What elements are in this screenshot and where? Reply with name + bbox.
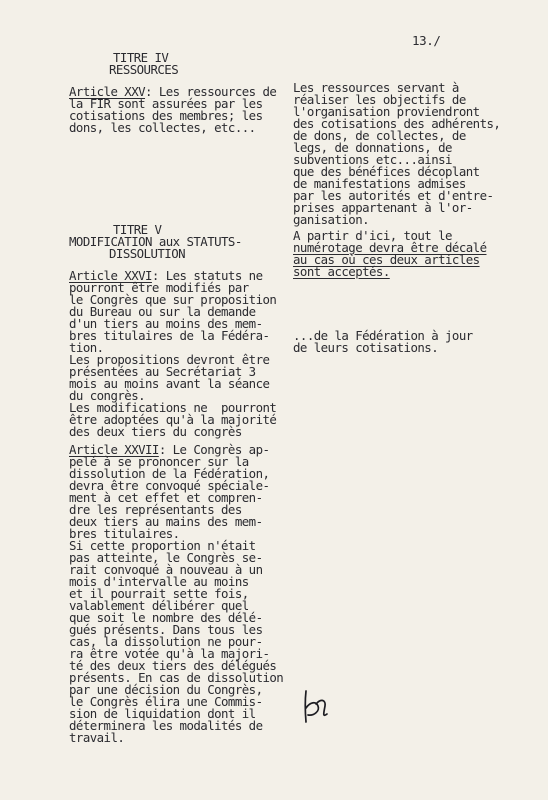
article-27-line: travail. — [69, 730, 125, 745]
article-27-line: devra être convoqué spéciale- — [69, 478, 270, 493]
titre-iv-subheading: RESSOURCES — [109, 62, 179, 77]
ressources-line: que des bénéfices décoplant — [293, 164, 480, 179]
article-27-line: présents. En cas de dissolution — [69, 670, 284, 685]
article-27-line: par une décision du Congrès, — [69, 682, 263, 697]
ressources-line: par les autorités et d'entre- — [293, 188, 494, 203]
article-26-line: présentées au Secrétariat 3 — [69, 364, 256, 379]
article-27-line: pas atteinte, le Congrès se- — [69, 550, 263, 565]
article-25-line: la FIR sont assurées par les — [69, 96, 263, 111]
renumbering-note-line: A partir d'ici, tout le — [293, 228, 452, 243]
article-27-line: mois d'intervalle au moins — [69, 574, 249, 589]
article-26-label: Article XXVI — [69, 268, 152, 283]
article-27-line: le Congrès élira une Commis- — [69, 694, 263, 709]
article-27-line: pelé à se prononcer sur la — [69, 454, 249, 469]
ressources-line: subventions etc...ainsi — [293, 152, 452, 167]
federation-note-line: de leurs cotisations. — [293, 340, 439, 355]
federation-note-line: ...de la Fédération à jour — [293, 328, 473, 343]
article-27-line: bres titulaires. — [69, 526, 180, 541]
article-25-line-0: : Les ressources de — [145, 84, 277, 99]
article-26-line: bres titulaires de la Fédéra- — [69, 328, 270, 343]
article-27-line: cas, la dissolution ne pour- — [69, 634, 263, 649]
titre-v-line2: MODIFICATION aux STATUTS- — [69, 234, 242, 249]
article-26-line: Les modifications ne pourront — [69, 400, 277, 415]
article-27-line: sion de liquidation dont il — [69, 706, 256, 721]
article-27-line: dre les représentants des — [69, 502, 242, 517]
renumbering-note-line: au cas où ces deux articles — [293, 252, 480, 267]
article-27-line: deux tiers au mains des mem- — [69, 514, 263, 529]
article-26-line: tion. — [69, 340, 104, 355]
ressources-line: réaliser les objectifs de — [293, 92, 466, 107]
article-26-line: du congrès. — [69, 388, 146, 403]
article-27-line: ment à cet effet et compren- — [69, 490, 263, 505]
ressources-line: l'organisation proviendront — [293, 104, 480, 119]
article-27-line: valablement délibérer quel — [69, 598, 249, 613]
article-26-line: du Bureau ou sur la demande — [69, 304, 256, 319]
titre-v-line3: DISSOLUTION — [109, 246, 186, 261]
article-26-line: des deux tiers du congrès — [69, 424, 242, 439]
article-27-line: et il pourrait sette fois, — [69, 586, 249, 601]
ressources-line: ganisation. — [293, 212, 370, 227]
handwritten-initials-signature — [300, 688, 334, 728]
article-26-line: d'un tiers au moins des mem- — [69, 316, 263, 331]
article-27-line: ra être votée qu'à la majori- — [69, 646, 270, 661]
renumbering-note-line: sont acceptés. — [293, 264, 390, 279]
renumbering-note-line: numérotage devra être décalé — [293, 240, 487, 255]
article-27-line: dissolution de la Fédération, — [69, 466, 270, 481]
article-25-line: dons, les collectes, etc... — [69, 120, 256, 135]
article-26-line: le Congrès que sur proposition — [69, 292, 277, 307]
article-26-line: Les propositions devront être — [69, 352, 270, 367]
titre-v-heading: TITRE V — [113, 222, 162, 237]
article-26-line: être adoptées qu'à la majorité — [69, 412, 277, 427]
article-26-line: pourront être modifiés par — [69, 280, 249, 295]
article-25-label: Article XXV — [69, 84, 146, 99]
article-27-line: Si cette proportion n'était — [69, 538, 256, 553]
ressources-line: des cotisations des adhérents, — [293, 116, 501, 131]
ressources-line: de manifestations admises — [293, 176, 466, 191]
article-27-line: que soit le nombre des délé- — [69, 610, 263, 625]
article-27-line: té des deux tiers des délégués — [69, 658, 277, 673]
titre-iv-heading: TITRE IV — [113, 50, 169, 65]
ressources-line: prises appartenant à l'or- — [293, 200, 473, 215]
ressources-line: Les ressources servant à — [293, 80, 459, 95]
article-27-line: déterminera les modalités de — [69, 718, 263, 733]
ressources-line: de dons, de collectes, de — [293, 128, 466, 143]
article-25-line: cotisations des membres; les — [69, 108, 263, 123]
article-27-line: rait convoqué à nouveau à un — [69, 562, 263, 577]
ressources-line: legs, de donnations, de — [293, 140, 452, 155]
article-26-line-0: : Les statuts ne — [151, 268, 263, 283]
page-number: 13./ — [412, 33, 441, 48]
article-27-line: gués présents. Dans tous les — [69, 622, 263, 637]
article-27-label: Article XXVII — [69, 442, 159, 457]
article-27-line-0: : Le Congrès ap- — [158, 442, 270, 457]
article-26-line: mois au moins avant la séance — [69, 376, 270, 391]
